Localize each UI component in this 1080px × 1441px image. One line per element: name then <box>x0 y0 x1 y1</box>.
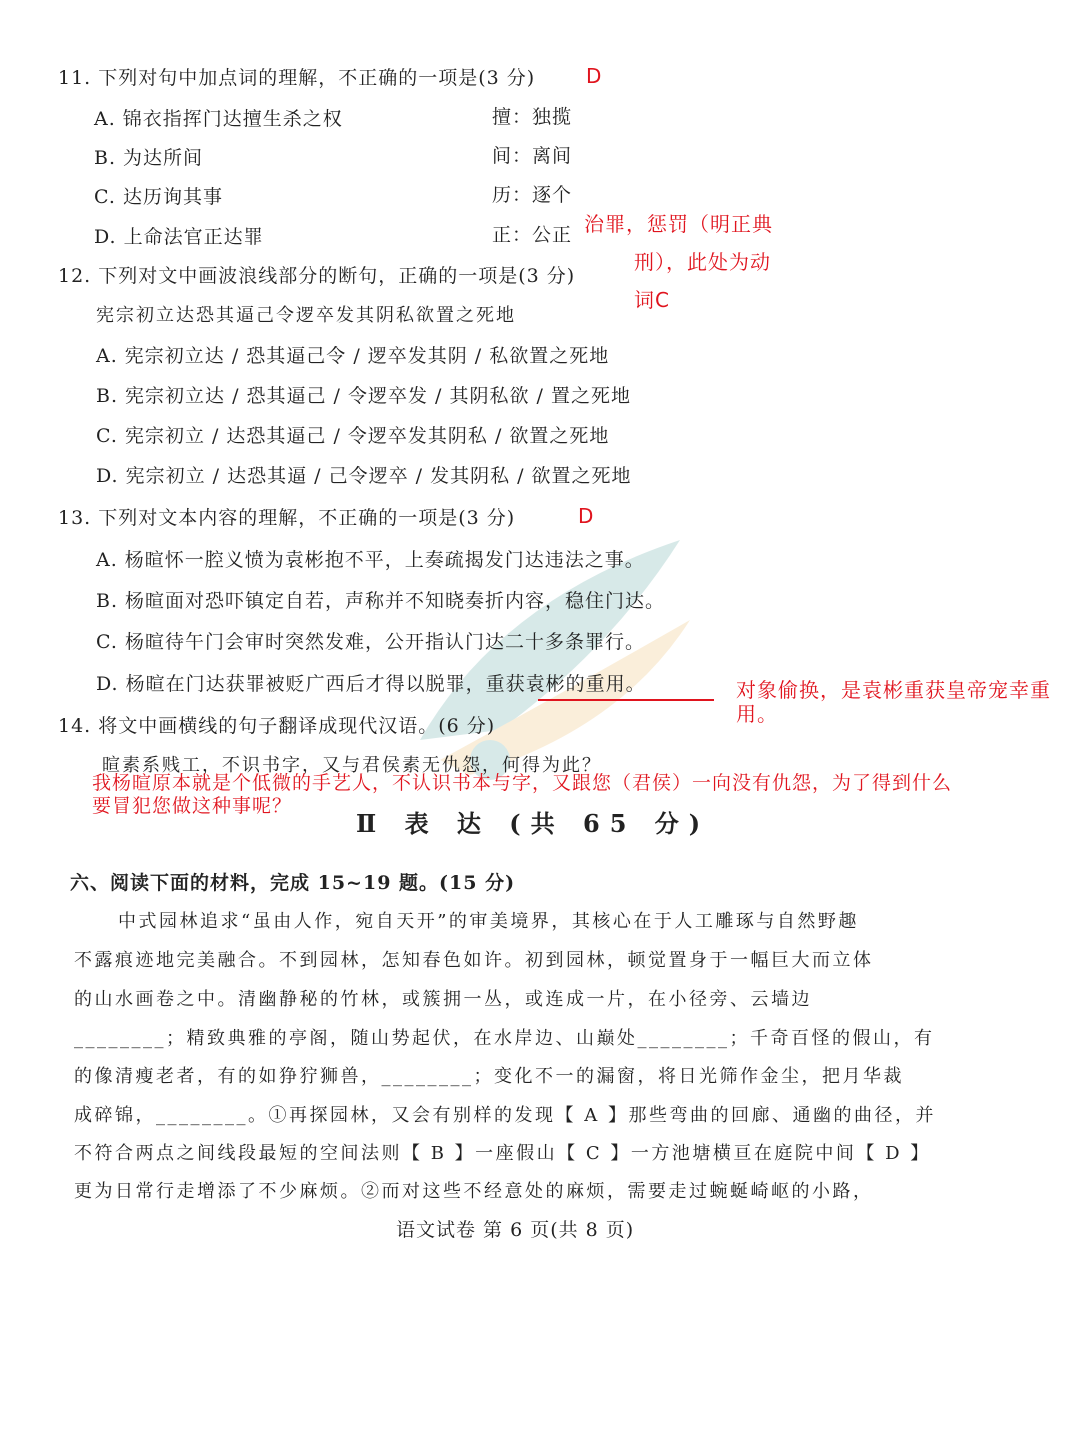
passage-line-1: 中式园林追求“虽由人作，宛自天开”的审美境界，其核心在于人工雕琢与自然野趣 <box>118 911 859 932</box>
q11-gloss-a: 擅：独揽 <box>492 106 573 128</box>
q11-note-line-3: 词C <box>634 288 670 312</box>
section-6-heading: 六、阅读下面的材料，完成 15~19 题。(15 分) <box>70 872 516 894</box>
q13-note-line-2: 用。 <box>736 702 778 726</box>
passage-line-3: 的山水画卷之中。清幽静秘的竹林，或簇拥一丛，或连成一片，在小径旁、云墙边 <box>74 989 812 1010</box>
passage-line-7: 不符合两点之间线段最短的空间法则【 B 】一座假山【 C 】一方池塘横亘在庭院中间【 D 】 <box>74 1143 931 1164</box>
q12-option-b: B. 宪宗初立达 / 恐其逼己 / 令逻卒发 / 其阴私欲 / 置之死地 <box>96 385 631 407</box>
q14-answer-line-1: 我杨暄原本就是个低微的手艺人，不认识书本与字，又跟您（君侯）一向没有仇怨，为了得到什么 <box>92 772 953 794</box>
q11-option-c: C. 达历询其事 <box>94 186 223 208</box>
q11-stem: 11. 下列对句中加点词的理解，不正确的一项是(3 分) <box>58 67 536 89</box>
passage-line-5: 的像清瘦老者，有的如狰狞狮兽，________；变化不一的漏窗，将日光筛作金尘，把月华裁 <box>74 1066 904 1087</box>
q13-option-a: A. 杨暄怀一腔义愤为袁彬抱不平，上奏疏揭发门达违法之事。 <box>96 549 645 571</box>
passage-line-2: 不露痕迹地完美融合。不到园林，怎知春色如许。初到园林，顿觉置身于一幅巨大而立体 <box>74 950 874 971</box>
q11-note-line-2: 刑），此处为动 <box>634 250 771 274</box>
q11-answer: D <box>586 64 603 88</box>
q12-option-d: D. 宪宗初立 / 达恐其逼 / 己令逻卒 / 发其阴私 / 欲置之死地 <box>96 465 632 487</box>
q14-stem: 14. 将文中画横线的句子翻译成现代汉语。(6 分) <box>58 715 496 737</box>
q12-stem: 12. 下列对文中画波浪线部分的断句，正确的一项是(3 分) <box>58 265 576 287</box>
q13-option-b: B. 杨暄面对恐吓镇定自若，声称并不知晓奏折内容，稳住门达。 <box>96 590 666 612</box>
q11-option-d: D. 上命法官正达罪 <box>94 226 264 248</box>
q11-option-a: A. 锦衣指挥门达擅生杀之权 <box>94 108 343 130</box>
passage-line-4: ________；精致典雅的亭阁，随山势起伏，在水岸边、山巅处________；千奇百怪的假山，有 <box>74 1028 935 1049</box>
q13-option-d: D. 杨暄在门达获罪被贬广西后才得以脱罪，重获袁彬的重用。 <box>96 673 646 695</box>
page-footer: 语文试卷 第 6 页(共 8 页) <box>396 1219 635 1241</box>
q13-answer: D <box>578 504 595 528</box>
passage-line-8: 更为日常行走增添了不少麻烦。②而对这些不经意处的麻烦，需要走过蜿蜒崎岖的小路， <box>74 1181 874 1202</box>
q13-note-line-1: 对象偷换，是袁彬重获皇帝宠幸重 <box>736 678 1051 702</box>
q11-gloss-c: 历：逐个 <box>492 184 573 206</box>
q12-original: 宪宗初立达恐其逼己令逻卒发其阴私欲置之死地 <box>96 305 516 326</box>
q13-stem: 13. 下列对文本内容的理解，不正确的一项是(3 分) <box>58 507 516 529</box>
q11-gloss-b: 间：离间 <box>492 145 573 167</box>
q14-answer-line-2: 要冒犯您做这种事呢？ <box>92 795 293 817</box>
q13-red-underline <box>538 699 714 701</box>
q12-option-a: A. 宪宗初立达 / 恐其逼己令 / 逻卒发其阴 / 私欲置之死地 <box>96 345 610 367</box>
q11-option-b: B. 为达所间 <box>94 147 204 169</box>
passage-line-6: 成碎锦，________。①再探园林，又会有别样的发现【 A 】那些弯曲的回廊、通幽的曲径，并 <box>74 1105 936 1126</box>
q11-note-line-1: 治罪，惩罚（明正典 <box>584 212 773 236</box>
q11-gloss-d: 正：公正 <box>492 224 573 246</box>
q12-option-c: C. 宪宗初立 / 达恐其逼己 / 令逻卒发其阴私 / 欲置之死地 <box>96 425 610 447</box>
q13-option-c: C. 杨暄待午门会审时突然发难，公开指认门达二十多条罪行。 <box>96 631 645 653</box>
section-2-title: Ⅱ 表 达 (共 65 分) <box>356 809 711 838</box>
q14-original: 暄素系贱工，不识书字，又与君侯素无仇怨，何得为此？ <box>102 755 602 776</box>
